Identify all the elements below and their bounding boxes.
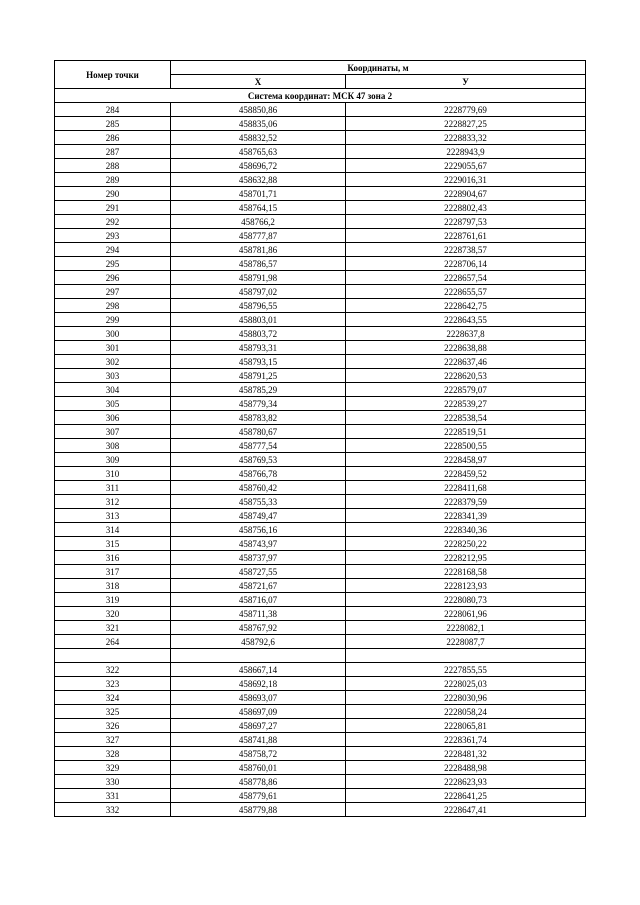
table-row [55, 467, 586, 481]
x-coordinate-cell: 458780,67 [171, 425, 346, 439]
point-number-cell: 305 [55, 397, 171, 411]
y-coordinate-cell: 2228833,32 [346, 131, 586, 145]
coordinate-system-row [55, 89, 586, 103]
point-number-cell: 324 [55, 691, 171, 705]
x-coordinate-cell: 458835,06 [171, 117, 346, 131]
x-coordinate-cell [171, 649, 346, 663]
point-number-cell: 323 [55, 677, 171, 691]
point-number-cell: 291 [55, 201, 171, 215]
x-coordinate-cell: 458785,29 [171, 383, 346, 397]
point-number-cell [55, 649, 171, 663]
y-coordinate-cell: 2228488,98 [346, 761, 586, 775]
point-number-cell: 300 [55, 327, 171, 341]
table-row [55, 565, 586, 579]
point-number-cell: 329 [55, 761, 171, 775]
y-coordinate-cell: 2228030,96 [346, 691, 586, 705]
table-row [55, 425, 586, 439]
x-coordinate-cell: 458786,57 [171, 257, 346, 271]
table-row [55, 677, 586, 691]
point-number-cell: 331 [55, 789, 171, 803]
x-coordinate-cell: 458793,15 [171, 355, 346, 369]
point-number-cell: 325 [55, 705, 171, 719]
y-coordinate-cell: 2228379,59 [346, 495, 586, 509]
point-number-cell: 307 [55, 425, 171, 439]
x-coordinate-cell: 458743,97 [171, 537, 346, 551]
table-row [55, 719, 586, 733]
table-row [55, 607, 586, 621]
table-row [55, 397, 586, 411]
x-coordinate-cell: 458797,02 [171, 285, 346, 299]
y-coordinate-cell: 2228459,52 [346, 467, 586, 481]
table-row [55, 747, 586, 761]
table-row [55, 593, 586, 607]
x-coordinate-cell: 458850,86 [171, 103, 346, 117]
point-number-cell: 302 [55, 355, 171, 369]
y-coordinate-cell: 2228250,22 [346, 537, 586, 551]
y-coordinate-cell: 2229055,67 [346, 159, 586, 173]
table-row [55, 243, 586, 257]
point-number-cell: 299 [55, 313, 171, 327]
table-row [55, 579, 586, 593]
table-row [55, 117, 586, 131]
table-row [55, 271, 586, 285]
table-row [55, 733, 586, 747]
point-number-cell: 284 [55, 103, 171, 117]
point-number-cell: 309 [55, 453, 171, 467]
y-coordinate-cell: 2228500,55 [346, 439, 586, 453]
point-number-cell: 310 [55, 467, 171, 481]
x-coordinate-cell: 458766,78 [171, 467, 346, 481]
table-row [55, 803, 586, 817]
point-number-cell: 289 [55, 173, 171, 187]
table-header [55, 61, 586, 103]
y-coordinate-cell: 2228080,73 [346, 593, 586, 607]
point-number-cell: 264 [55, 635, 171, 649]
table-row [55, 299, 586, 313]
table-row [55, 145, 586, 159]
x-coordinate-cell: 458756,16 [171, 523, 346, 537]
y-coordinate-cell: 2228481,32 [346, 747, 586, 761]
coordinates-table [54, 60, 586, 817]
point-number-cell: 304 [55, 383, 171, 397]
y-coordinate-cell: 2228168,58 [346, 565, 586, 579]
x-coordinate-cell: 458697,09 [171, 705, 346, 719]
table-row [55, 285, 586, 299]
x-coordinate-cell: 458696,72 [171, 159, 346, 173]
x-coordinate-cell: 458832,52 [171, 131, 346, 145]
x-coordinate-cell: 458796,55 [171, 299, 346, 313]
x-coordinate-cell: 458769,53 [171, 453, 346, 467]
x-coordinate-cell: 458716,07 [171, 593, 346, 607]
table-row [55, 775, 586, 789]
point-number-cell: 321 [55, 621, 171, 635]
table-row [55, 509, 586, 523]
y-coordinate-cell: 2228943,9 [346, 145, 586, 159]
x-coordinate-cell: 458749,47 [171, 509, 346, 523]
point-number-cell: 285 [55, 117, 171, 131]
coordinates-header: Координаты, м [171, 61, 586, 75]
y-coordinate-cell: 2229016,31 [346, 173, 586, 187]
x-coordinate-cell: 458777,87 [171, 229, 346, 243]
x-coordinate-cell: 458803,01 [171, 313, 346, 327]
x-coordinate-cell: 458791,25 [171, 369, 346, 383]
table-row [55, 131, 586, 145]
y-coordinate-cell: 2228761,61 [346, 229, 586, 243]
point-number-cell: 297 [55, 285, 171, 299]
y-coordinate-cell: 2228657,54 [346, 271, 586, 285]
table-row [55, 705, 586, 719]
y-coordinate-cell: 2228065,81 [346, 719, 586, 733]
y-coordinate-cell: 2228058,24 [346, 705, 586, 719]
x-coordinate-cell: 458779,88 [171, 803, 346, 817]
table-row [55, 103, 586, 117]
y-coordinate-cell: 2228061,96 [346, 607, 586, 621]
x-coordinate-cell: 458760,01 [171, 761, 346, 775]
point-number-cell: 317 [55, 565, 171, 579]
point-number-cell: 287 [55, 145, 171, 159]
y-coordinate-cell: 2228623,93 [346, 775, 586, 789]
table-row [55, 789, 586, 803]
x-coordinate-cell: 458632,88 [171, 173, 346, 187]
table-row [55, 761, 586, 775]
x-coordinate-cell: 458697,27 [171, 719, 346, 733]
point-number-cell: 298 [55, 299, 171, 313]
header-row-top [55, 61, 586, 75]
x-coordinate-cell: 458758,72 [171, 747, 346, 761]
x-coordinate-cell: 458692,18 [171, 677, 346, 691]
point-number-cell: 312 [55, 495, 171, 509]
point-number-cell: 326 [55, 719, 171, 733]
point-number-cell: 308 [55, 439, 171, 453]
table-row [55, 313, 586, 327]
point-number-cell: 322 [55, 663, 171, 677]
point-number-cell: 320 [55, 607, 171, 621]
y-coordinate-cell: 2228637,46 [346, 355, 586, 369]
y-coordinate-cell: 2228827,25 [346, 117, 586, 131]
y-coordinate-cell: 2228539,27 [346, 397, 586, 411]
x-coordinate-cell: 458777,54 [171, 439, 346, 453]
point-number-cell: 296 [55, 271, 171, 285]
y-coordinate-cell: 2228082,1 [346, 621, 586, 635]
table-row [55, 369, 586, 383]
table-row [55, 201, 586, 215]
table-row [55, 159, 586, 173]
point-number-cell: 314 [55, 523, 171, 537]
x-coordinate-cell: 458778,86 [171, 775, 346, 789]
y-coordinate-cell: 2228538,54 [346, 411, 586, 425]
table-row [55, 257, 586, 271]
y-coordinate-cell: 2228706,14 [346, 257, 586, 271]
y-coordinate-cell [346, 649, 586, 663]
x-coordinate-cell: 458721,67 [171, 579, 346, 593]
table-row [55, 215, 586, 229]
table-row [55, 495, 586, 509]
y-coordinate-cell: 2228579,07 [346, 383, 586, 397]
y-coordinate-cell: 2228647,41 [346, 803, 586, 817]
table-row [55, 439, 586, 453]
x-coordinate-cell: 458693,07 [171, 691, 346, 705]
table-row [55, 355, 586, 369]
table-row [55, 327, 586, 341]
table-row [55, 523, 586, 537]
x-coordinate-cell: 458741,88 [171, 733, 346, 747]
y-coordinate-cell: 2228779,69 [346, 103, 586, 117]
table-row [55, 621, 586, 635]
y-coordinate-cell: 2228802,43 [346, 201, 586, 215]
point-number-cell: 303 [55, 369, 171, 383]
y-coordinate-cell: 2228025,03 [346, 677, 586, 691]
x-coordinate-cell: 458727,55 [171, 565, 346, 579]
x-coordinate-cell: 458711,38 [171, 607, 346, 621]
x-coordinate-cell: 458781,86 [171, 243, 346, 257]
x-coordinate-cell: 458755,33 [171, 495, 346, 509]
table-row [55, 383, 586, 397]
point-number-cell: 294 [55, 243, 171, 257]
point-number-cell: 318 [55, 579, 171, 593]
table-row [55, 173, 586, 187]
point-number-cell: 311 [55, 481, 171, 495]
y-coordinate-cell: 2228643,55 [346, 313, 586, 327]
point-number-cell: 313 [55, 509, 171, 523]
table-row [55, 411, 586, 425]
x-coordinate-cell: 458779,34 [171, 397, 346, 411]
point-number-cell: 292 [55, 215, 171, 229]
table-row [55, 663, 586, 677]
x-column-header: X [171, 75, 346, 89]
point-number-cell: 330 [55, 775, 171, 789]
y-coordinate-cell: 2228642,75 [346, 299, 586, 313]
table-row [55, 187, 586, 201]
y-coordinate-cell: 2228738,57 [346, 243, 586, 257]
x-coordinate-cell: 458765,63 [171, 145, 346, 159]
point-number-cell: 327 [55, 733, 171, 747]
x-coordinate-cell: 458667,14 [171, 663, 346, 677]
y-coordinate-cell: 2228641,25 [346, 789, 586, 803]
y-coordinate-cell: 2228212,95 [346, 551, 586, 565]
table-row [55, 551, 586, 565]
x-coordinate-cell: 458779,61 [171, 789, 346, 803]
point-number-cell: 332 [55, 803, 171, 817]
x-coordinate-cell: 458793,31 [171, 341, 346, 355]
x-coordinate-cell: 458760,42 [171, 481, 346, 495]
y-coordinate-cell: 2228340,36 [346, 523, 586, 537]
x-coordinate-cell: 458803,72 [171, 327, 346, 341]
point-number-cell: 328 [55, 747, 171, 761]
table-body [55, 103, 586, 817]
table-row [55, 341, 586, 355]
point-number-header: Номер точки [55, 61, 171, 89]
y-coordinate-cell: 2228797,53 [346, 215, 586, 229]
point-number-cell: 290 [55, 187, 171, 201]
x-coordinate-cell: 458766,2 [171, 215, 346, 229]
x-coordinate-cell: 458701,71 [171, 187, 346, 201]
table-row [55, 229, 586, 243]
x-coordinate-cell: 458791,98 [171, 271, 346, 285]
table-row [55, 635, 586, 649]
table-row [55, 649, 586, 663]
x-coordinate-cell: 458764,15 [171, 201, 346, 215]
y-coordinate-cell: 2227855,55 [346, 663, 586, 677]
y-coordinate-cell: 2228361,74 [346, 733, 586, 747]
point-number-cell: 301 [55, 341, 171, 355]
point-number-cell: 316 [55, 551, 171, 565]
x-coordinate-cell: 458767,92 [171, 621, 346, 635]
point-number-cell: 306 [55, 411, 171, 425]
y-coordinate-cell: 2228123,93 [346, 579, 586, 593]
y-coordinate-cell: 2228519,51 [346, 425, 586, 439]
table-row [55, 453, 586, 467]
y-coordinate-cell: 2228638,88 [346, 341, 586, 355]
y-coordinate-cell: 2228458,97 [346, 453, 586, 467]
y-coordinate-cell: 2228655,57 [346, 285, 586, 299]
point-number-cell: 319 [55, 593, 171, 607]
point-number-cell: 315 [55, 537, 171, 551]
table-row [55, 481, 586, 495]
point-number-cell: 293 [55, 229, 171, 243]
x-coordinate-cell: 458783,82 [171, 411, 346, 425]
point-number-cell: 295 [55, 257, 171, 271]
point-number-cell: 288 [55, 159, 171, 173]
y-coordinate-cell: 2228087,7 [346, 635, 586, 649]
y-coordinate-cell: 2228411,68 [346, 481, 586, 495]
table-row [55, 691, 586, 705]
point-number-cell: 286 [55, 131, 171, 145]
y-column-header: У [346, 75, 586, 89]
coordinate-system-label: Система координат: МСК 47 зона 2 [55, 89, 586, 103]
x-coordinate-cell: 458792,6 [171, 635, 346, 649]
x-coordinate-cell: 458737,97 [171, 551, 346, 565]
y-coordinate-cell: 2228904,67 [346, 187, 586, 201]
y-coordinate-cell: 2228341,39 [346, 509, 586, 523]
table-row [55, 537, 586, 551]
y-coordinate-cell: 2228637,8 [346, 327, 586, 341]
y-coordinate-cell: 2228620,53 [346, 369, 586, 383]
